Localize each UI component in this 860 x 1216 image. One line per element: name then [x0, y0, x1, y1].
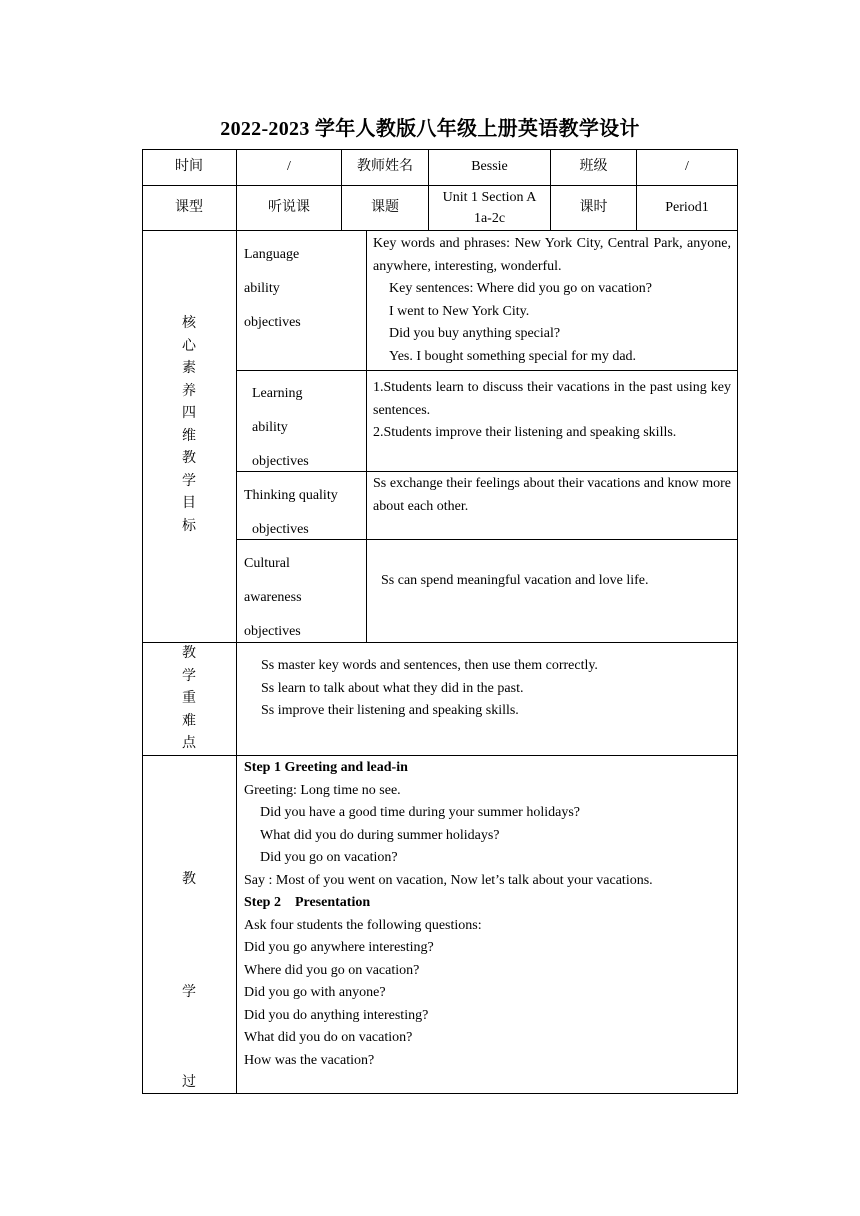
cultural-awareness-label: Cultural awareness objectives	[244, 556, 302, 639]
process-label-2: 学	[182, 985, 196, 1000]
time-value: /	[287, 159, 291, 175]
cultural-awareness-content: Ss can spend meaningful vacation and love life.	[381, 573, 649, 588]
language-ability-content: Key words and phrases: New York City, Central Park, anyone, anywhere, interesting, wonderful. Key sentences: Where did you go on vacation? I went to New York City. Did you buy anything special? Yes. I bought something special for my dad.	[373, 236, 731, 364]
process-content: Step 1 Greeting and lead-in Greeting: Long time no see. Did you have a good time during your summer holidays? What did you do during summer holidays? Did you go on vacation? Say : Most of you went on vacation, Now let’s talk about your vacations. Step 2 Presentation Ask four students the following questions: Did you go anywhere interesting? Where did you go on vacation? Did you go with anyone? Did you do anything interesting? What did you do on vacation? How was the vacation?	[244, 757, 734, 1072]
thinking-quality-content: Ss exchange their feelings about their vacations and know more about each other.	[373, 476, 731, 514]
class-value: /	[685, 159, 689, 175]
objectives-side-label: 核 心 素 养 四 维 教 学 目 标	[182, 316, 196, 534]
period-label: 课时	[579, 199, 608, 215]
thinking-quality-label: Thinking quality objectives	[244, 488, 338, 537]
period-value: Period1	[665, 199, 709, 215]
teacher-label: 教师姓名	[357, 159, 413, 175]
time-label: 时间	[175, 159, 203, 175]
learning-ability-label: Learning ability objectives	[252, 386, 309, 469]
step1-title: Step 1 Greeting and lead-in	[244, 760, 408, 775]
process-label-1: 教	[182, 872, 196, 887]
teacher-value: Bessie	[471, 159, 508, 175]
key-points-side-label: 教 学 重 难 点	[182, 646, 196, 751]
learning-ability-content: 1.Students learn to discuss their vacations in the past using key sentences. 2.Students improve their listening and speaking skills.	[373, 380, 731, 440]
topic-value	[429, 186, 550, 230]
topic-line-1: Unit 1 Section A	[442, 190, 537, 205]
key-points-content: Ss master key words and sentences, then use them correctly. Ss learn to talk about what they did in the past. Ss improve their listening and speaking skills.	[261, 658, 598, 718]
lesson-type-value: 听说课	[268, 199, 310, 215]
process-label-3: 过	[182, 1075, 196, 1090]
language-ability-label: Language ability objectives	[244, 247, 301, 330]
topic-label: 课题	[371, 199, 399, 215]
document-title: 2022-2023 学年人教版八年级上册英语教学设计	[220, 118, 640, 140]
step2-title: Step 2 Presentation	[244, 895, 371, 910]
lesson-type-label: 课型	[175, 199, 203, 215]
class-label: 班级	[579, 159, 608, 175]
topic-line-2: 1a-2c	[473, 211, 506, 226]
